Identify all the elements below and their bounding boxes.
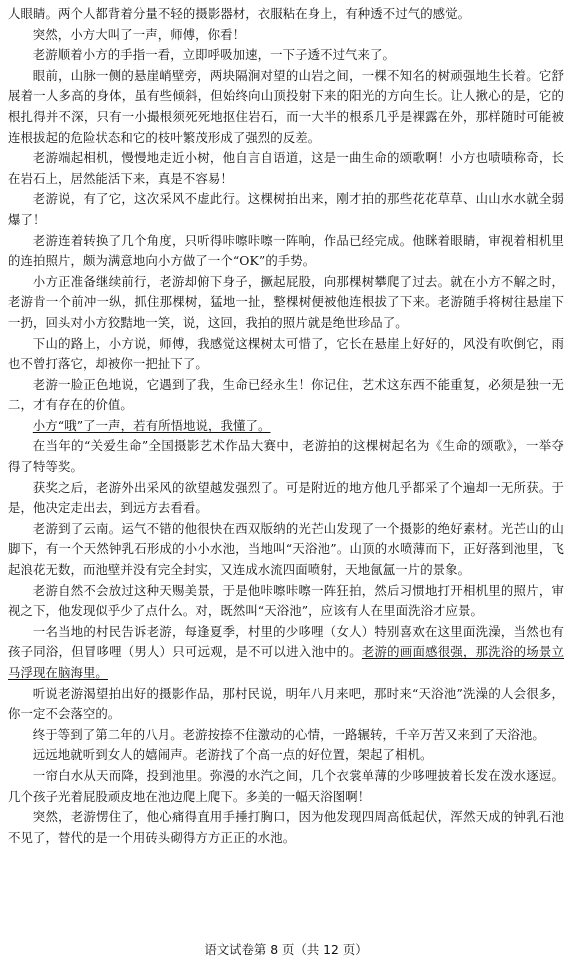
paragraph-9 (8, 334, 564, 375)
paragraph-text: 人眼睛。两个人都背着分量不轻的摄影器材，衣服粘在身上，有种透不过气的感觉。 (8, 6, 471, 21)
paragraph-4 (8, 66, 564, 148)
paragraph-text: 听说老游渴望拍出好的摄影作品，那村民说，明年八月来吧，那时来“天浴池”洗澡的人会很多，你一定不会落空的。 (8, 685, 564, 722)
paragraph-text: 突然，老游愣住了，他心痛得直用手捶打胸口，因为他发现四周高低起伏，浑然天成的钟乳石池不见了，替代的是一个用砖头砌得方方正正的水池。 (8, 809, 564, 845)
paragraph-text: 老游一脸正色地说，它遇到了我，生命已经永生！你记住，艺术这东西不能重复，必须是独一无二，才有存在的价值。 (8, 376, 564, 413)
paragraph-text: 小方正准备继续前行，老游却俯下身子，撅起屁股，向那棵树攀爬了过去。就在小方不解之时，老游肯一个前冲一纵，抓住那棵树，猛地一扯，整棵树便被他连根拔了下来。老游随手将树往悬崖下一扔，回头对小方狡黠地一笑，说，这回，我拍的照片就是绝世珍品了。 (8, 273, 564, 330)
underlined-sentence: 老游的画面感很强，那洗浴的场景立马浮现在脑海里。 (8, 644, 564, 680)
paragraph-2 (8, 25, 564, 46)
page-footer: 语文试卷第 8 页（共 12 页） (204, 942, 368, 957)
paragraph-12 (8, 436, 564, 477)
paragraph-text: 老游端起相机，慢慢地走近小树，他自言自语道，这是一曲生命的颂歌啊！小方也啧啧称奇，长在岩石上，居然能活下来，真是不容易！ (8, 150, 564, 186)
paragraph-text: 眼前，山脉一侧的悬崖峭壁旁，两块隔涧对望的山岩之间，一棵不知名的树顽强地生长着。它舒展着一人多高的身体，虽有些倾斜，但始终向山顶投射下来的阳光的方向生长。让人揪心的是，它的根扎得并不深，只有一小撮根须死死地抠住岩石，而一大半的根系几乎是裸露在外，那样随时可能被连根拔起的危险状态和它的枝叶繁茂形成了强烈的反差。 (8, 67, 564, 145)
paragraph-16 (8, 622, 564, 684)
paragraph-text: 一帘白水从天而降，投到池里。弥漫的水汽之间，几个衣裳单薄的少哆哩披着长发在泼水逐逗。几个孩子光着屁股顽皮地在池边爬上爬下。多美的一幅天浴图啊！ (8, 767, 564, 804)
paragraph-text: 下山的路上，小方说，师傅，我感觉这棵树太可惜了，它长在悬崖上好好的，风没有吹倒它，雨也不曾打落它，却被你一把扯下了。 (8, 335, 564, 372)
paragraph-13 (8, 478, 564, 519)
paragraph-text: 老游连着转换了几个角度，只听得咔嚓咔嚓一阵响，作品已经完成。他眯着眼睛，审视着相机里的连拍照片，颇为满意地向小方做了一个“OK”的手势。 (8, 232, 564, 269)
paragraph-6 (8, 189, 564, 230)
paragraph-1 (8, 4, 564, 25)
paragraph-17 (8, 684, 564, 725)
paragraph-19 (8, 745, 564, 766)
paragraph-20 (8, 766, 564, 807)
paragraph-15 (8, 581, 564, 622)
article-body (8, 4, 564, 848)
paragraph-text: 老游到了云南。运气不错的他很快在西双版纳的光芒山发现了一个摄影的绝好素材。光芒山的山脚下，有一个天然钟乳石形成的小小水池，当地叫“天浴池”。山顶的水喷薄而下，正好落到池里，飞起浪花无数，而池壁并没有完全封实，又连成水流四面喷射，天地氤氲一片的景象。 (8, 520, 564, 578)
underlined-sentence: 小方“哦”了一声，若有所悟地说，我懂了。 (32, 417, 271, 433)
paragraph-text: 老游顺着小方的手指一看，立即呼吸加速，一下子透不过气来了。 (32, 47, 396, 63)
paragraph-text: 突然，小方大叫了一声，师傅，你看！ (32, 26, 246, 42)
paragraph-5 (8, 148, 564, 189)
paragraph-10 (8, 375, 564, 416)
paragraph-text: 老游自然不会放过这种天赐美景，于是他咔嚓咔嚓一阵狂拍，然后习惯地打开相机里的照片，审视之下，他发现似乎少了点什么。对，既然叫“天浴池”，应该有人在里面洗浴才应景。 (8, 582, 564, 619)
paragraph-8 (8, 272, 564, 334)
paragraph-text: 获奖之后，老游外出采风的欲望越发强烈了。可是附近的地方他几乎都采了个遍却一无所获。于是，他决定走出去，到远方去看看。 (8, 479, 564, 516)
paragraph-21 (8, 807, 564, 848)
paragraph-11-underlined (8, 416, 564, 437)
paragraph-7 (8, 231, 564, 272)
paragraph-text: 一名当地的村民告诉老游，每逢夏季，村里的少哆哩（女人）特别喜欢在这里面洗澡，当然也有孩子同浴，但冒哆哩（男人）只可远观，是不可以进入池中的。 (8, 623, 564, 660)
paragraph-text: 老游说，有了它，这次采风不虚此行。这棵树拍出来，刚才拍的那些花花草草、山山水水就全弱爆了！ (8, 191, 564, 227)
paragraph-14 (8, 519, 564, 581)
paragraph-text: 终于等到了第二年的八月。老游按捺不住激动的心情，一路辗转，千辛万苦又来到了天浴池。 (32, 726, 545, 742)
paragraph-3 (8, 45, 564, 66)
paragraph-18 (8, 725, 564, 746)
paragraph-text: 远远地就听到女人的嬉闹声。老游找了个高一点的好位置，架起了相机。 (32, 747, 433, 763)
paragraph-text: 在当年的“关爱生命”全国摄影艺术作品大赛中，老游拍的这棵树起名为《生命的颂歌》，一举夺得了特等奖。 (8, 438, 564, 475)
